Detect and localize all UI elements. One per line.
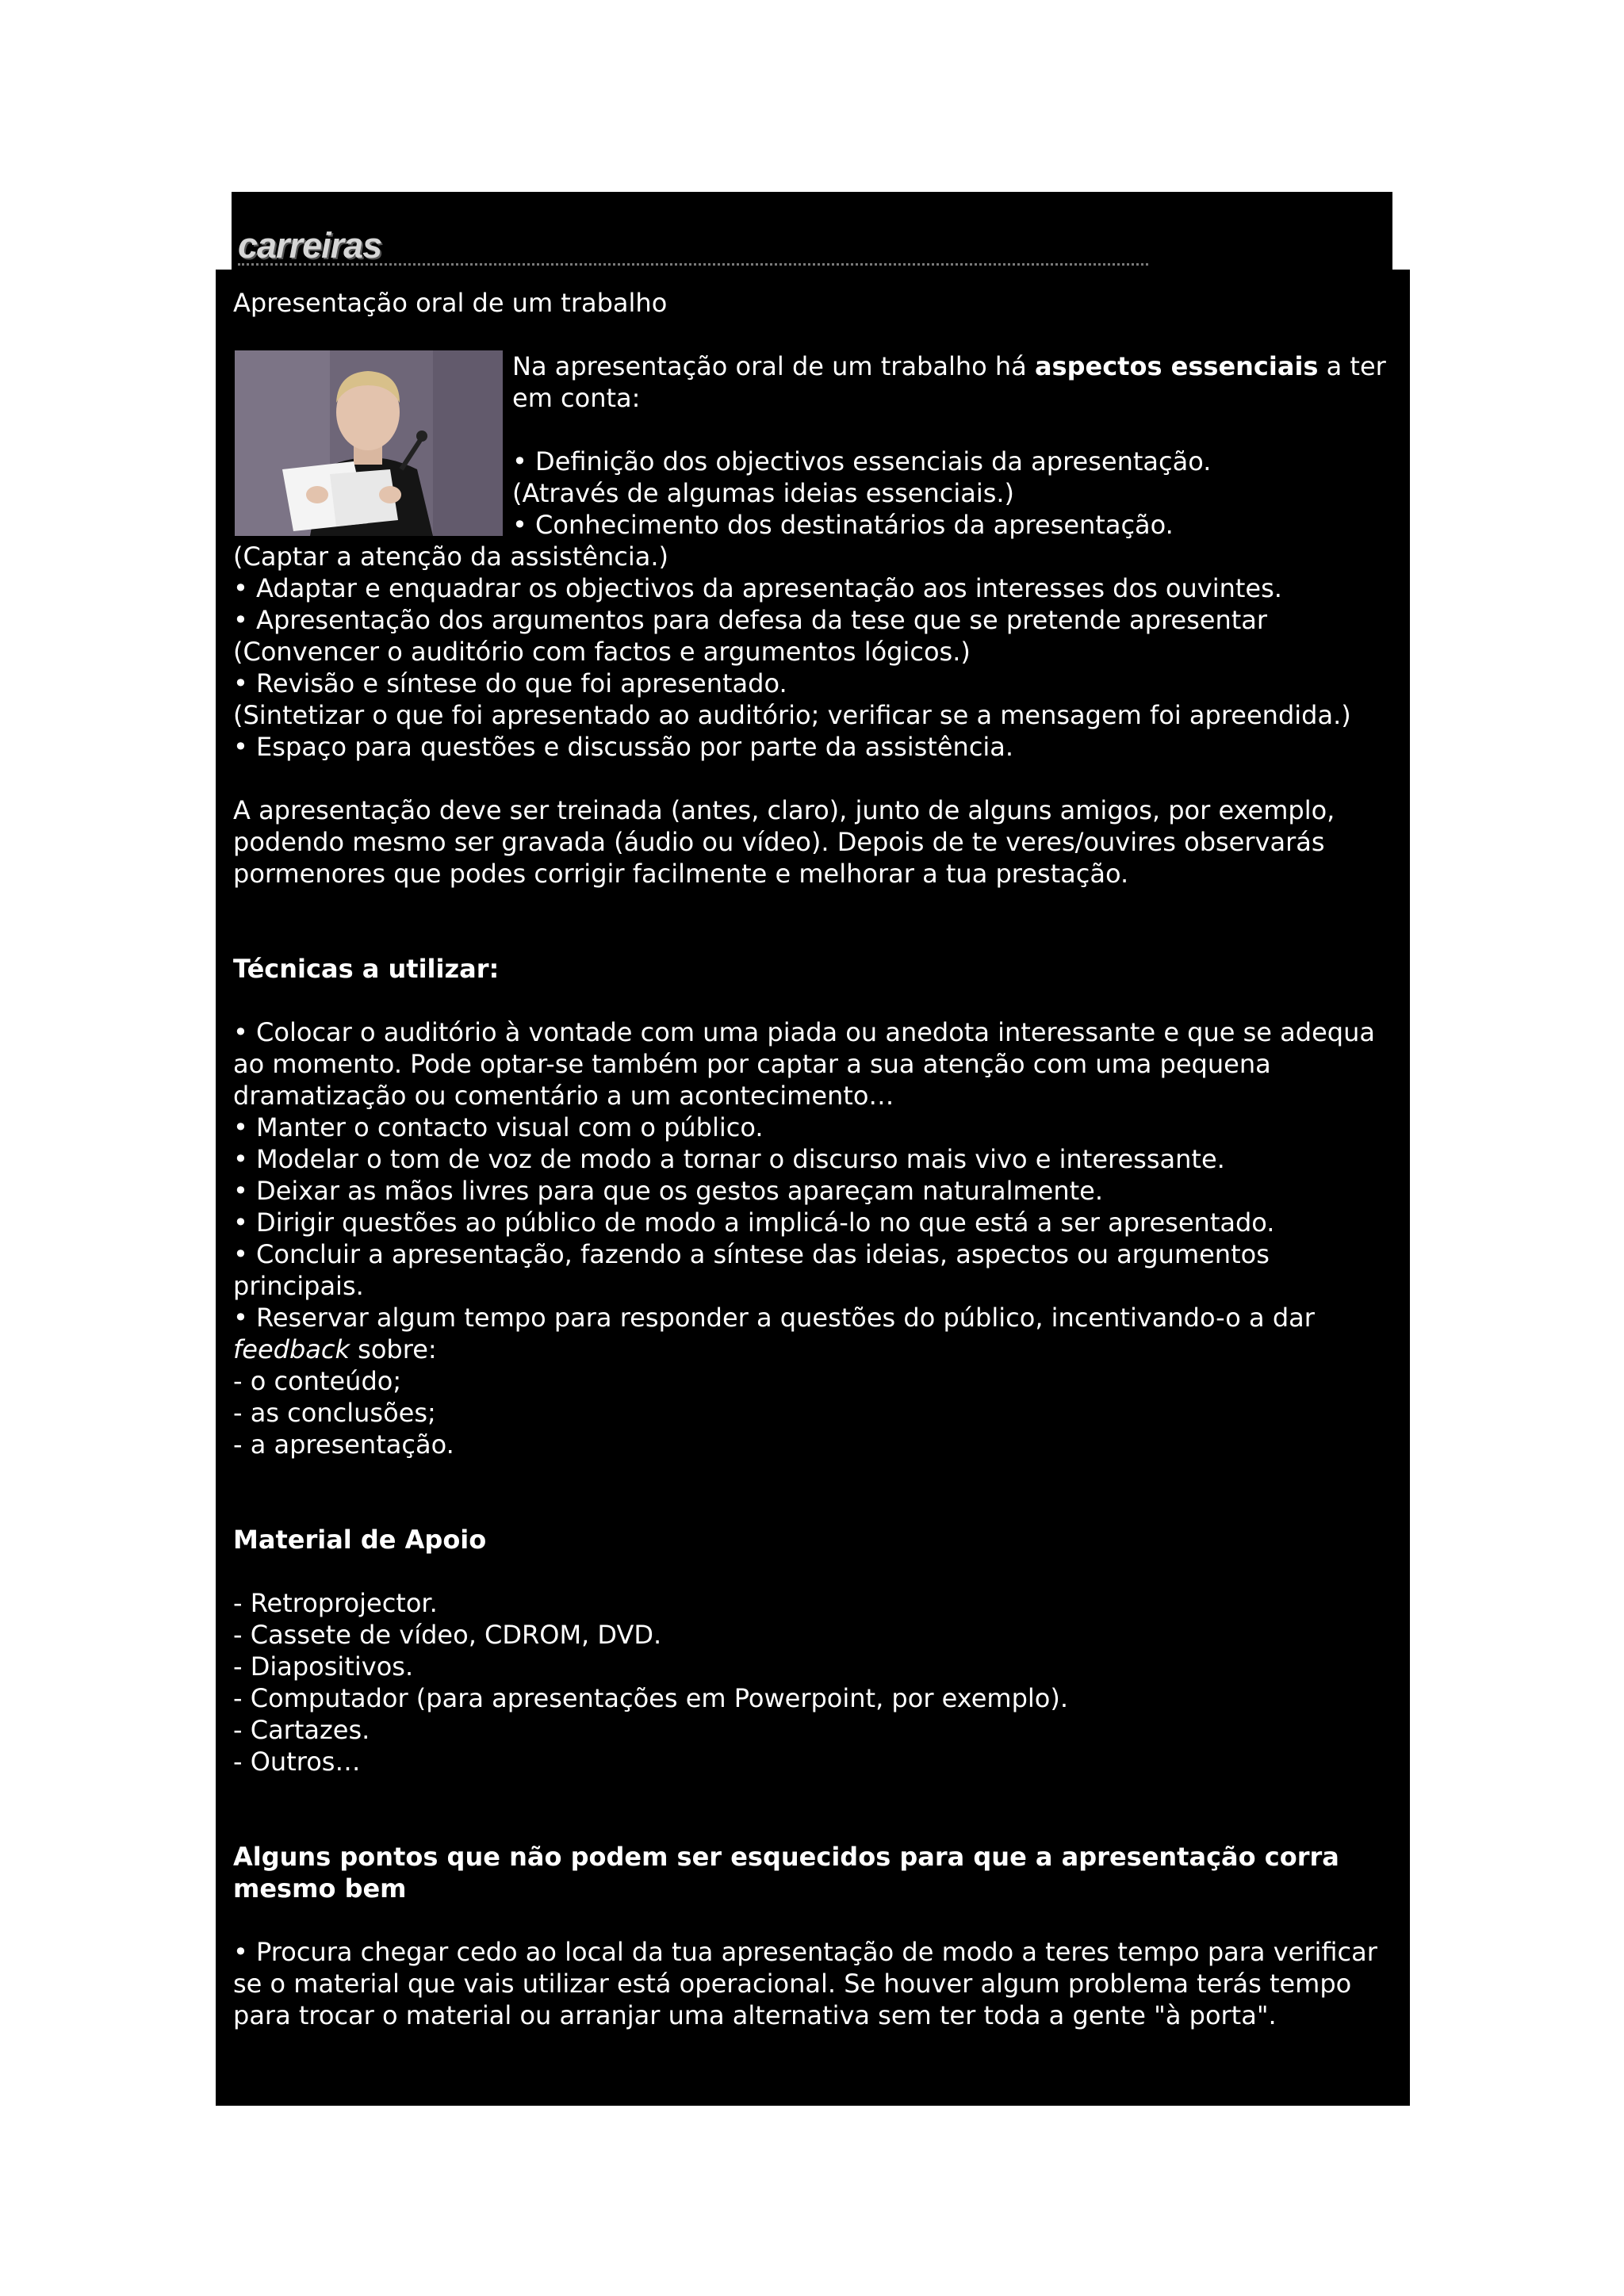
techniques-list	[233, 1016, 1391, 1460]
list-item: • Deixar as mãos livres para que os gestos apareçam naturalmente.	[233, 1176, 1104, 1206]
points-heading: Alguns pontos que não podem ser esquecidos para que a apresentação corra mesmo bem	[233, 1842, 1339, 1904]
article-body	[233, 287, 1391, 2031]
list-item: • Revisão e síntese do que foi apresentado.	[233, 668, 787, 698]
points-paragraph: • Procura chegar cedo ao local da tua apresentação de modo a teres tempo para verificar se o material que vais utilizar está operacional. Se houver algum problema terás tempo para trocar o material ou arranjar uma alternativa sem ter toda a gente "à porta".	[233, 1937, 1377, 2030]
list-item: (Convencer o auditório com factos e argumentos lógicos.)	[233, 637, 971, 667]
list-item: • Adaptar e enquadrar os objectivos da apresentação aos interesses dos ouvintes.	[233, 573, 1282, 603]
feedback-term: feedback	[233, 1334, 350, 1364]
header-banner	[232, 192, 1392, 270]
list-item: • Definição dos objectivos essenciais da apresentação.	[512, 446, 1212, 476]
list-item: - as conclusões;	[233, 1398, 436, 1428]
intro-paragraph: Na apresentação oral de um trabalho há aspectos essenciais a ter em conta:	[512, 351, 1386, 413]
list-item: - o conteúdo;	[233, 1366, 402, 1396]
list-item: • Dirigir questões ao público de modo a implicá-lo no que está a ser apresentado.	[233, 1207, 1275, 1238]
list-item: (Através de algumas ideias essenciais.)	[512, 478, 1015, 508]
list-item: • Reservar algum tempo para responder a questões do público, incentivando-o a dar feedback sobre:	[233, 1303, 1315, 1364]
list-item: - a apresentação.	[233, 1429, 454, 1460]
list-item: • Apresentação dos argumentos para defesa da tese que se pretende apresentar	[233, 605, 1268, 635]
list-item: - Cartazes.	[233, 1715, 370, 1745]
list-item: • Modelar o tom de voz de modo a tornar o discurso mais vivo e interessante.	[233, 1144, 1225, 1174]
list-item: • Espaço para questões e discussão por parte da assistência.	[233, 732, 1014, 762]
material-heading: Material de Apoio	[233, 1525, 487, 1555]
techniques-heading: Técnicas a utilizar:	[233, 954, 500, 984]
list-item: (Captar a atenção da assistência.)	[233, 541, 668, 572]
list-item: - Retroprojector.	[233, 1588, 438, 1618]
dotted-divider	[238, 263, 1148, 266]
list-item: • Conhecimento dos destinatários da apresentação.	[512, 510, 1174, 540]
material-list	[233, 1587, 1391, 1777]
list-item: - Computador (para apresentações em Powerpoint, por exemplo).	[233, 1683, 1069, 1713]
list-item: - Cassete de vídeo, CDROM, DVD.	[233, 1620, 662, 1650]
practice-paragraph: A apresentação deve ser treinada (antes, claro), junto de alguns amigos, por exemplo, podendo mesmo ser gravada (áudio ou vídeo). Depois de te veres/ouvires observarás pormenores que podes corrigir facilmente e melhorar a tua prestação.	[233, 795, 1335, 889]
intro-emphasis: aspectos essenciais	[1034, 351, 1319, 381]
article-title: Apresentação oral de um trabalho	[233, 288, 668, 318]
list-item: • Manter o contacto visual com o público.	[233, 1112, 764, 1142]
speaker-photo	[235, 350, 503, 536]
list-item: (Sintetizar o que foi apresentado ao auditório; verificar se a mensagem foi apreendida.)	[233, 700, 1351, 730]
list-item: • Colocar o auditório à vontade com uma piada ou anedota interessante e que se adequa ao momento. Pode optar-se também por captar a sua atenção com uma pequena dramatização ou comentário a um acontecimento…	[233, 1017, 1375, 1111]
list-item: • Concluir a apresentação, fazendo a síntese das ideias, aspectos ou argumentos principais.	[233, 1239, 1270, 1301]
list-item: - Diapositivos.	[233, 1651, 414, 1682]
carreiras-logo: carreiras	[238, 225, 382, 266]
list-item: - Outros…	[233, 1747, 361, 1777]
